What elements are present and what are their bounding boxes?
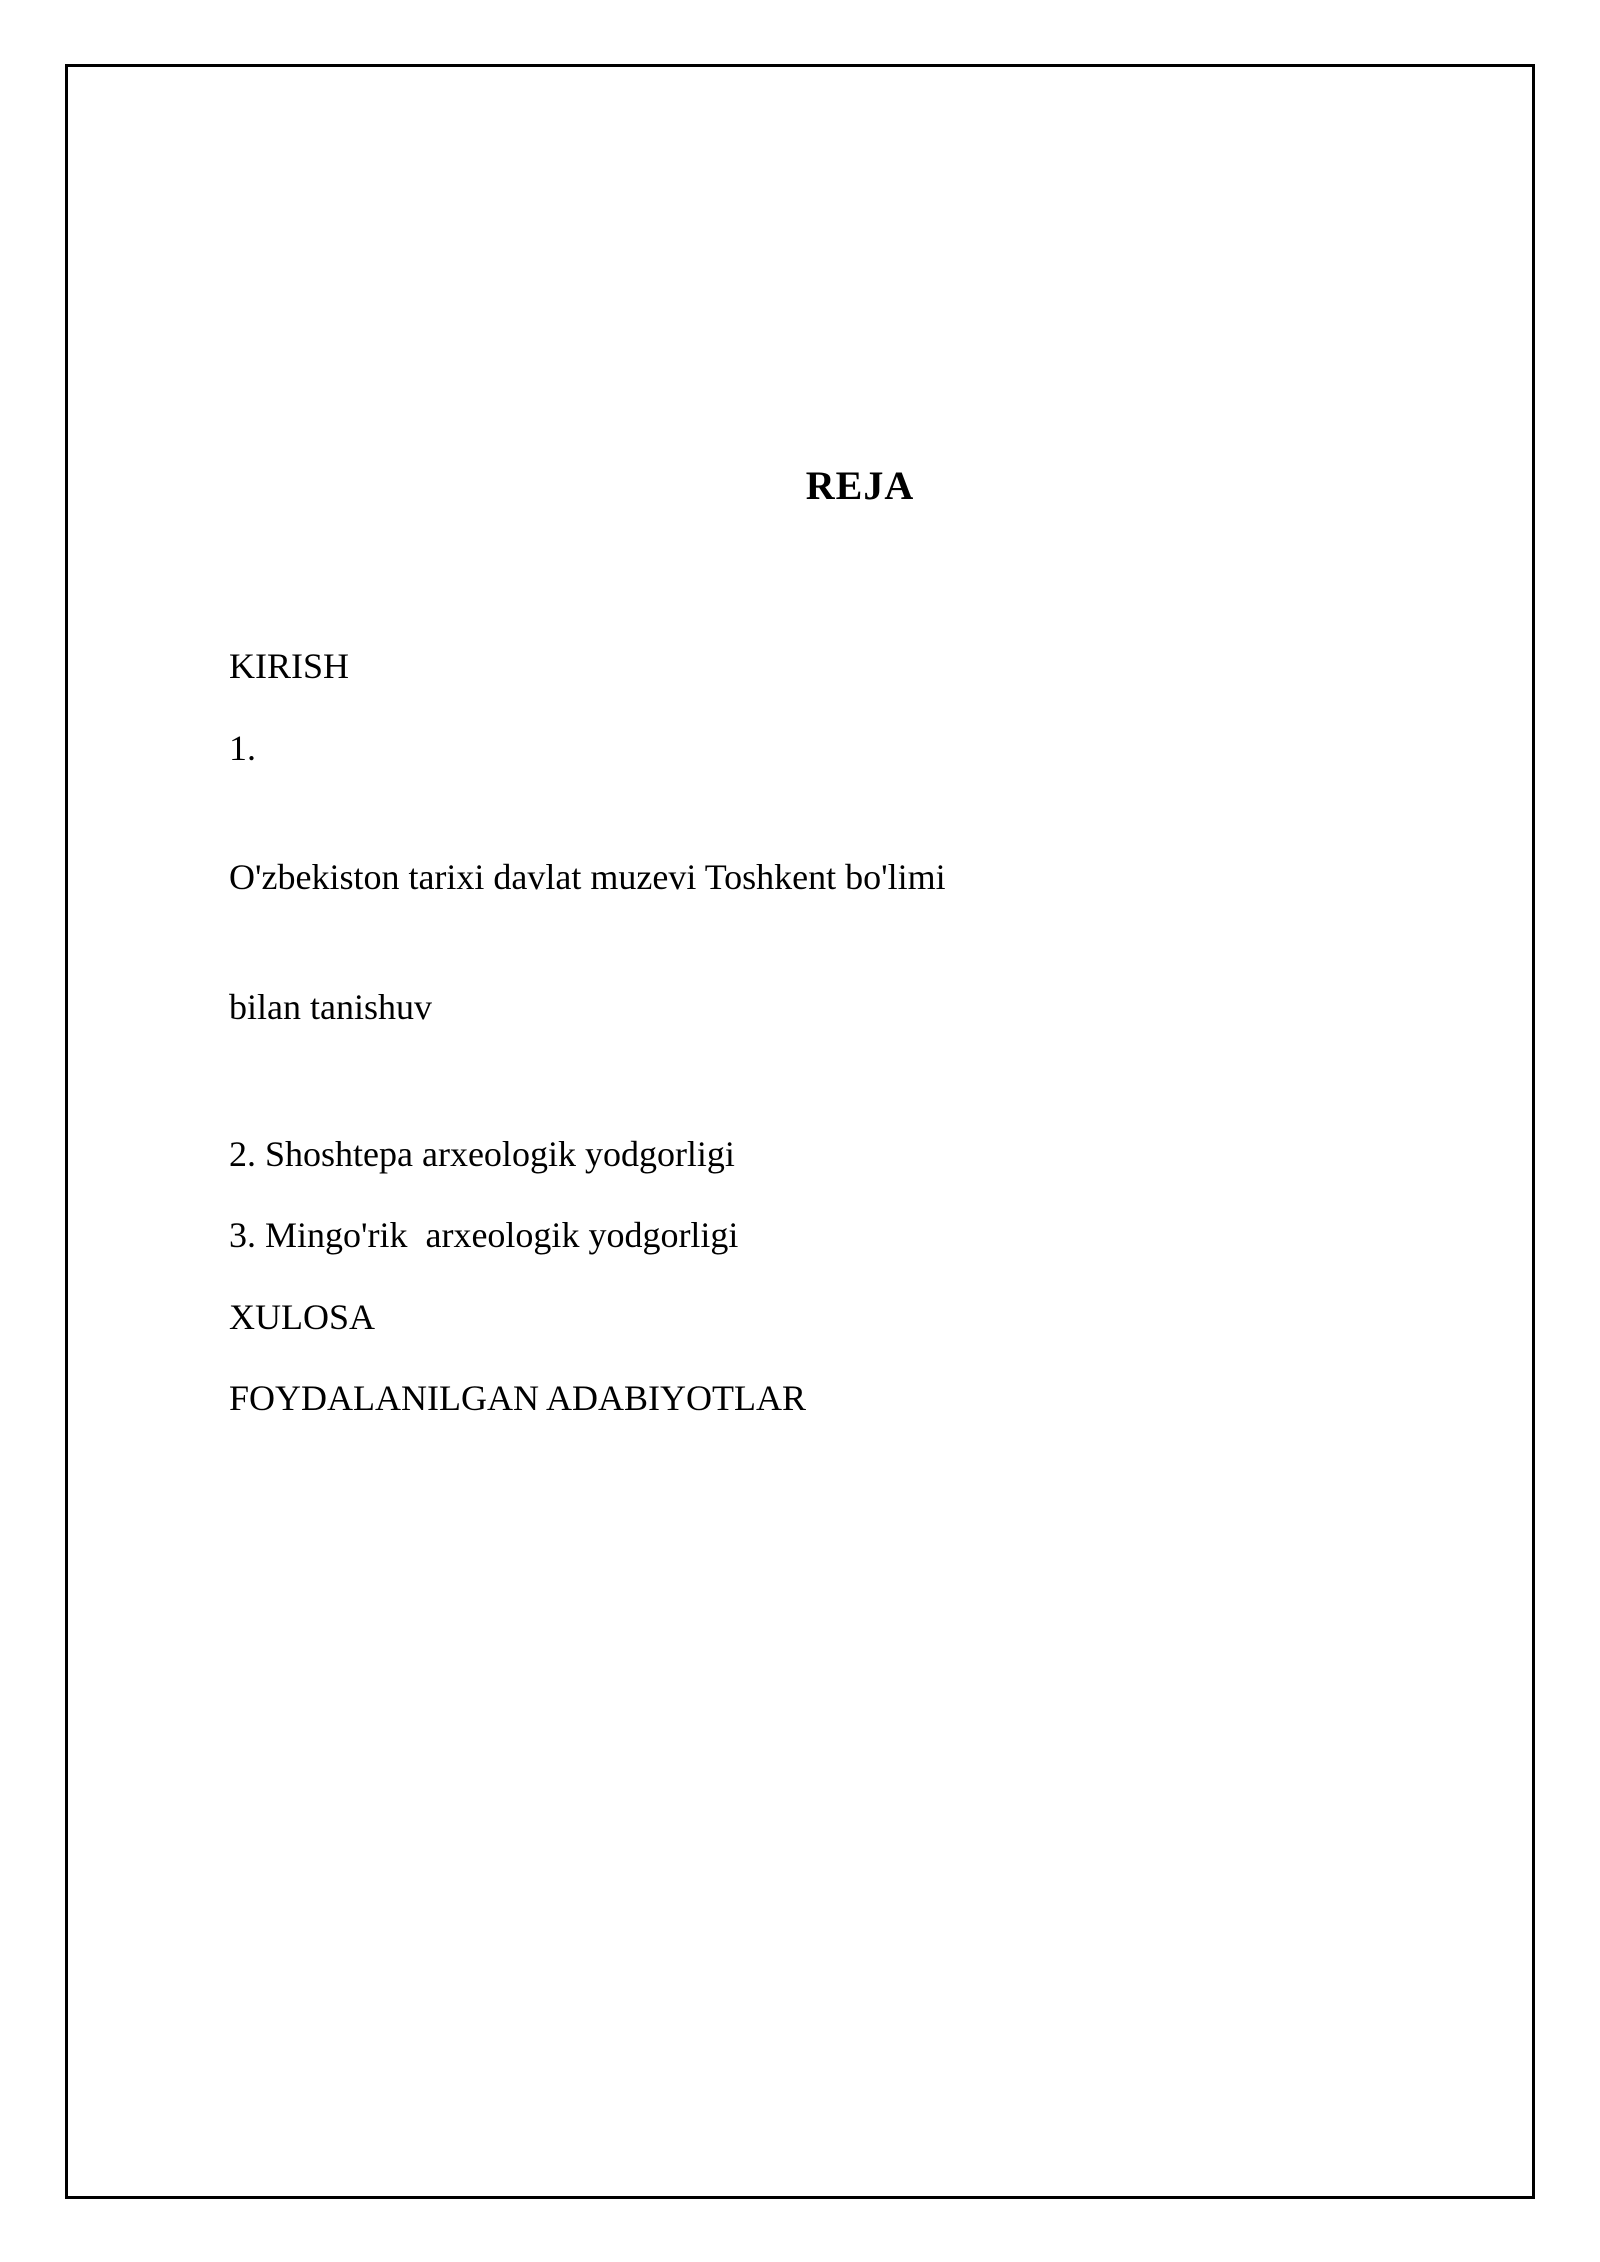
plan-item-1-text-line-2: bilan tanishuv <box>229 987 432 1027</box>
plan-item-introduction: KIRISH <box>229 646 350 686</box>
plan-item-1-text-line-1: O'zbekiston tarixi davlat muzevi Toshkent bo'limi <box>229 857 946 897</box>
plan-item-references: FOYDALANILGAN ADABIYOTLAR <box>229 1378 806 1418</box>
plan-item-3: 3. Mingo'rik arxeologik yodgorligi <box>229 1215 739 1255</box>
page-title: REJA <box>805 463 915 508</box>
plan-item-number-1: 1. <box>229 728 256 768</box>
plan-item-conclusion: XULOSA <box>229 1297 376 1337</box>
plan-item-2: 2. Shoshtepa arxeologik yodgorligi <box>229 1134 735 1174</box>
